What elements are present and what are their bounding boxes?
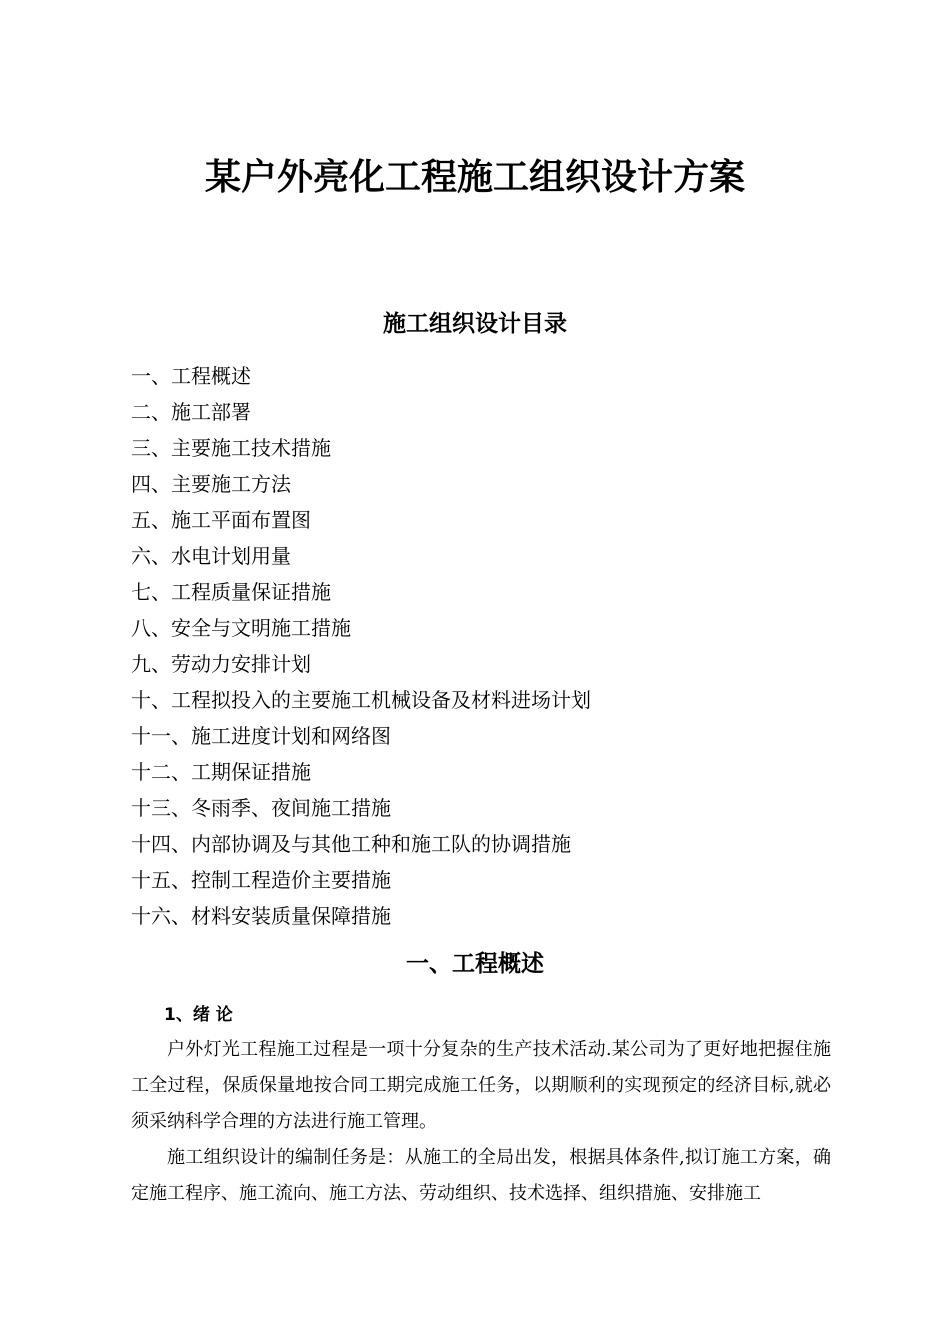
toc-item: 十一、施工进度计划和网络图 [131, 724, 391, 748]
toc-item: 七、工程质量保证措施 [131, 580, 331, 604]
toc-title: 施工组织设计目录 [383, 311, 567, 337]
toc-item: 十五、控制工程造价主要措施 [131, 868, 391, 892]
toc-item: 十四、内部协调及与其他工种和施工队的协调措施 [131, 832, 571, 856]
toc-item: 九、劳动力安排计划 [131, 652, 311, 676]
subsection-heading: 1、绪 论 [164, 1005, 233, 1025]
table-of-contents [131, 358, 831, 934]
toc-item: 一、工程概述 [131, 364, 251, 388]
toc-item: 六、水电计划用量 [131, 544, 291, 568]
toc-item: 十三、冬雨季、夜间施工措施 [131, 796, 391, 820]
toc-item: 八、安全与文明施工措施 [131, 616, 351, 640]
toc-item: 十二、工期保证措施 [131, 760, 311, 784]
body-paragraph: 施工组织设计的编制任务是：从施工的全局出发，根据具体条件,拟订施工方案，确定施工程序、施工流向、施工方法、劳动组织、技术选择、组织措施、安排施工 [131, 1147, 831, 1204]
body-paragraph: 户外灯光工程施工过程是一项十分复杂的生产技术活动.某公司为了更好地把握住施工全过程，保质保量地按合同工期完成施工任务，以期顺利的实现预定的经济目标,就必须采纳科学合理的方法进行施工管理。 [131, 1039, 831, 1132]
toc-item: 五、施工平面布置图 [131, 508, 311, 532]
toc-item: 十、工程拟投入的主要施工机械设备及材料进场计划 [131, 688, 591, 712]
toc-item: 十六、材料安装质量保障措施 [131, 904, 391, 928]
toc-item: 四、主要施工方法 [131, 472, 291, 496]
toc-item: 二、施工部署 [131, 400, 251, 424]
toc-item: 三、主要施工技术措施 [131, 436, 331, 460]
section-title: 一、工程概述 [406, 951, 544, 977]
document-title: 某户外亮化工程施工组织设计方案 [204, 157, 745, 198]
